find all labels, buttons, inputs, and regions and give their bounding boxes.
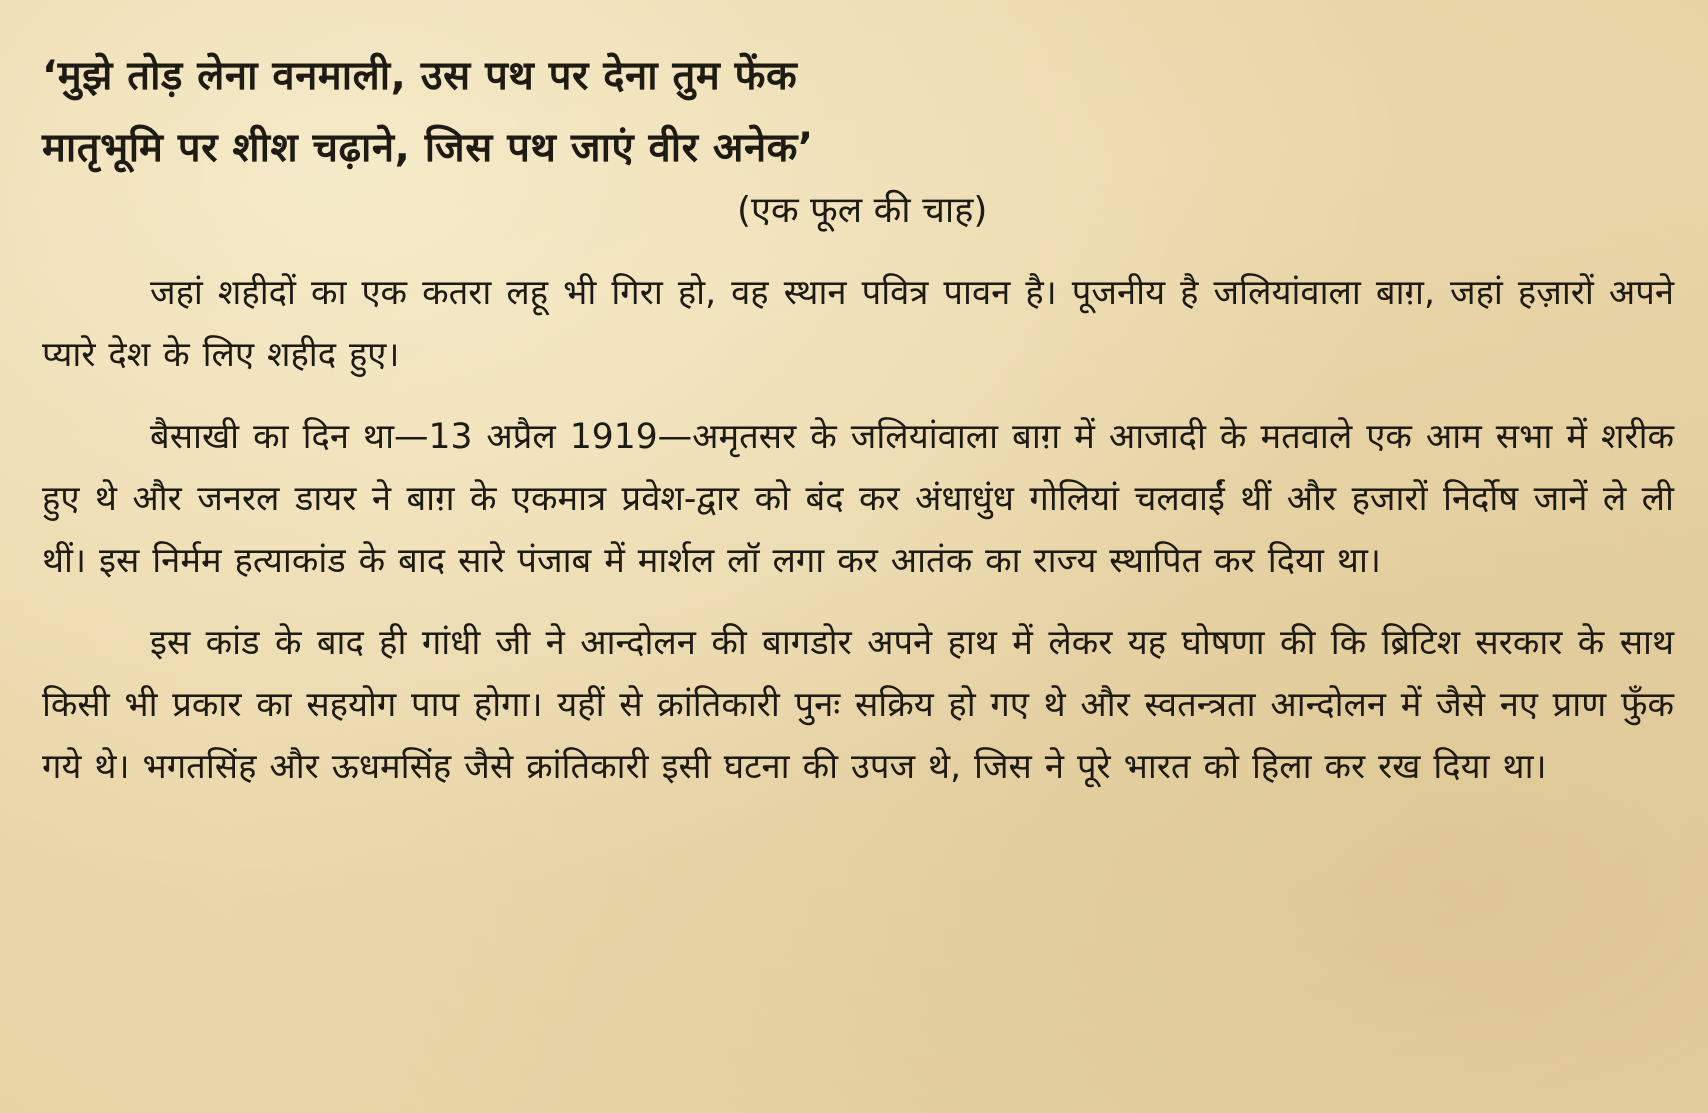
paragraph-2: बैसाखी का दिन था—13 अप्रैल 1919—अमृतसर के जलियांवाला बाग़ में आजादी के मतवाले एक आम सभा में शरीक हुए थे और जनरल डायर ने बाग़ के एकमात्र प्रवेश-द्वार को बंद कर अंधाधुंध गोलियां चलवाईं थीं और हजारों निर्दोष जानें ले ली थीं। इस निर्मम हत्याकांड के बाद सारे पंजाब में मार्शल लॉ लगा कर आतंक का राज्य स्थापित कर दिया था। (42, 417, 1674, 581)
poem-block (42, 40, 1674, 242)
poem-line-1: ‘मुझे तोड़ लेना वनमाली, उस पथ पर देना तुम फेंक (42, 53, 798, 99)
paragraph-1: जहां शहीदों का एक कतरा लहू भी गिरा हो, वह स्थान पवित्र पावन है। पूजनीय है जलियांवाला बाग़, जहां हज़ारों अपने प्यारे देश के लिए शहीद हुए। (42, 273, 1674, 375)
poem-attribution: (एक फूल की चाह) (737, 190, 988, 231)
poem-line-2: मातृभूमि पर शीश चढ़ाने, जिस पथ जाएं वीर अनेक’ (42, 125, 814, 171)
paragraph-3: इस कांड के बाद ही गांधी जी ने आन्दोलन की बागडोर अपने हाथ में लेकर यह घोषणा की कि ब्रिटिश सरकार के साथ किसी भी प्रकार का सहयोग पाप होगा। यहीं से क्रांतिकारी पुनः सक्रिय हो गए थे और स्वतन्त्रता आन्दोलन में जैसे नए प्राण फुँक गये थे। भगतसिंह और ऊधमसिंह जैसे क्रांतिकारी इसी घटना की उपज थे, जिस ने पूरे भारत को हिला कर रख दिया था। (42, 623, 1674, 787)
